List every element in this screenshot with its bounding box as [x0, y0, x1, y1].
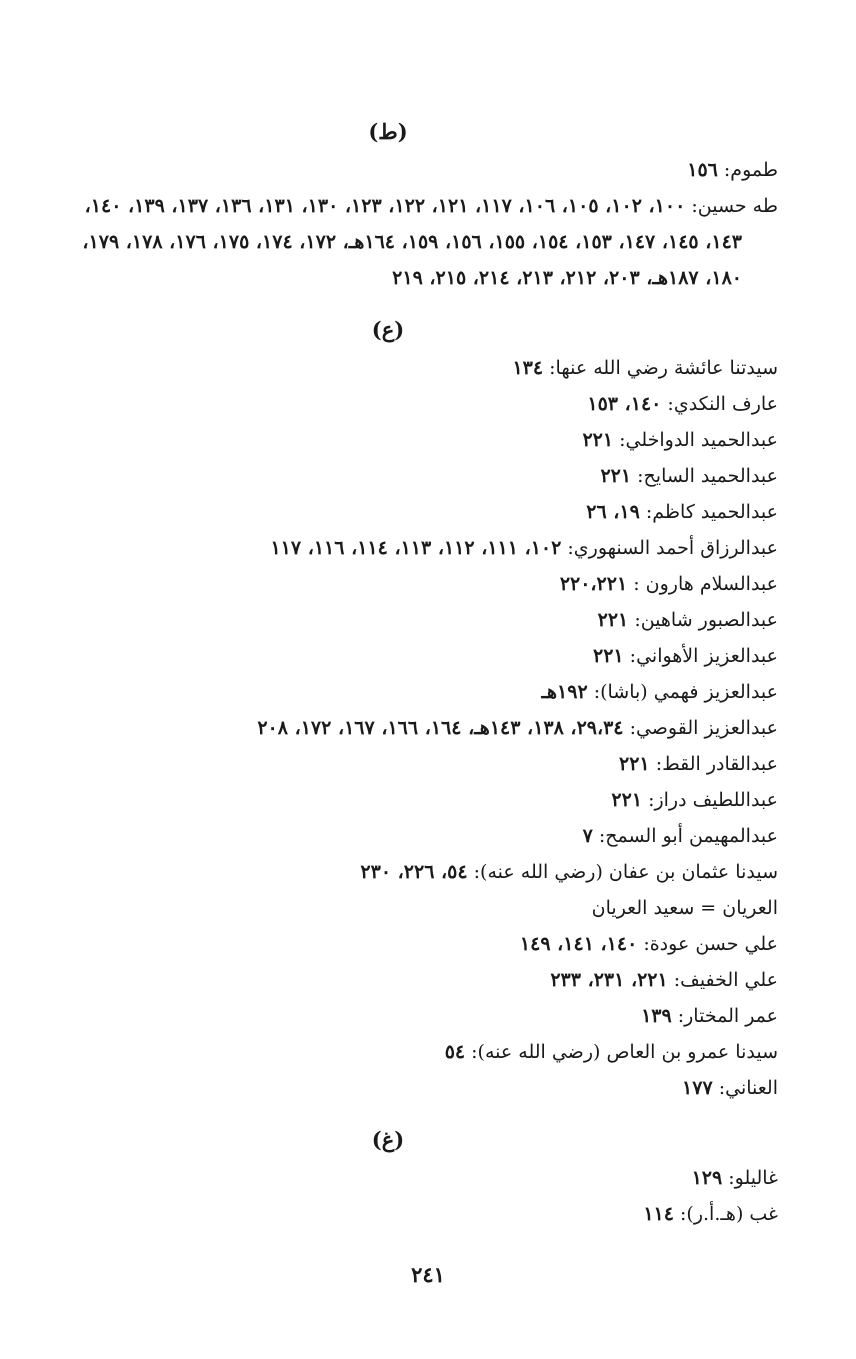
entry-page-numbers: ٢٢١ — [593, 645, 624, 667]
index-entry — [78, 386, 778, 422]
entry-page-numbers: ١٠٢، ١١١، ١١٢، ١١٣، ١١٤، ١١٦، ١١٧ — [270, 537, 562, 559]
entry-name: غاليلو: — [728, 1167, 778, 1189]
entry-page-numbers: ١٤٠، ١٤١، ١٤٩ — [519, 933, 638, 955]
entry-page-numbers: ١٧٧ — [682, 1077, 713, 1099]
entry-page-numbers: ٢٢١ — [619, 753, 650, 775]
entry-name: عبدالمهيمن أبو السمح: — [598, 825, 778, 847]
entry-name: طه حسين: — [691, 195, 778, 217]
index-entry — [78, 188, 778, 296]
entry-page-numbers: ٢٩،٣٤، ١٣٨، ١٤٣هـ، ١٦٤، ١٦٦، ١٦٧، ١٧٢، ٢٠٨ — [257, 717, 624, 739]
entry-name: غب (هـ.أ.ر): — [680, 1203, 778, 1225]
entry-name: عبدالحميد كاظم: — [645, 501, 778, 523]
entry-page-numbers: ٧ — [582, 825, 593, 847]
index-entry — [78, 1160, 778, 1196]
entry-page-numbers: ١٩٢هـ — [541, 681, 588, 703]
entry-page-numbers: ٢٢١ — [600, 465, 632, 487]
entry-page-numbers: ٢٢١ — [597, 609, 629, 631]
index-entry — [78, 782, 778, 818]
entry-name: عبدالقادر القط: — [655, 753, 778, 775]
entry-page-numbers: ١١٤ — [643, 1203, 674, 1225]
index-entry — [78, 602, 778, 638]
entry-name: طموم: — [723, 159, 778, 181]
entry-name: عبدالصبور شاهين: — [634, 609, 778, 631]
entry-name: العريان = سعيد العريان — [591, 897, 778, 919]
index-entry — [78, 422, 778, 458]
entry-name: عبدالرزاق أحمد السنهوري: — [567, 537, 778, 559]
entry-name: عبدالعزيز فهمي (باشا): — [593, 681, 778, 703]
index-entry — [78, 566, 778, 602]
index-entry — [78, 746, 778, 782]
index-entry — [78, 1196, 778, 1232]
entry-page-numbers: ١٠٠، ١٠٢، ١٠٥، ١٠٦، ١١٧، ١٢١، ١٢٢، ١٢٣، ١٣٠، ١٣١، ١٣٦، ١٣٧، ١٣٩، ١٤٠، ١٤٣، ١٤٥، ١٤٧، ١٥٣، ١٥٤، ١٥٥، ١٥٦، ١٥٩، ١٦٤هـ، ١٧٢، ١٧٤، ١٧٥، ١٧٦، ١٧٨، ١٧٩، ١٨٠، ١٨٧هـ، ٢٠٣، ٢١٢، ٢١٣، ٢١٤، ٢١٥، ٢١٩ — [82, 195, 742, 289]
section-letter-heading: (ع) — [371, 317, 405, 342]
entry-name: عبدالسلام هارون : — [633, 573, 778, 595]
entry-page-numbers: ١٢٩ — [691, 1167, 723, 1189]
index-entry — [78, 854, 778, 890]
entry-name: عبدالحميد الدواخلي: — [619, 429, 778, 451]
entry-page-numbers: ١٣٤ — [512, 357, 544, 379]
index-entry — [78, 818, 778, 854]
entry-name: عبدالعزيز القوصي: — [629, 717, 778, 739]
index-entry — [78, 530, 778, 566]
page-number: ٢٤١ — [411, 1262, 445, 1287]
entry-page-numbers: ٢٢١ — [582, 429, 614, 451]
entry-name: العناني: — [718, 1077, 778, 1099]
entry-name: سيدنا عثمان بن عفان (رضي الله عنه): — [473, 861, 778, 883]
index-entry — [78, 638, 778, 674]
entry-page-numbers: ١٣٩ — [641, 1005, 672, 1027]
index-entry — [78, 1034, 778, 1070]
entry-name: عبداللطيف دراز: — [648, 789, 778, 811]
entry-page-numbers: ٥٤، ٢٢٦، ٢٣٠ — [360, 861, 468, 883]
entry-name: سيدنا عمرو بن العاص (رضي الله عنه): — [471, 1041, 778, 1063]
entry-name: علي الخفيف: — [673, 969, 778, 991]
index-entry — [78, 890, 778, 926]
entry-name: عارف النكدي: — [667, 393, 778, 415]
index-entry — [78, 674, 778, 710]
entry-page-numbers: ٢٢٠،٢٢١ — [559, 573, 628, 595]
entry-page-numbers: ٥٤ — [444, 1041, 466, 1063]
index-entry — [78, 998, 778, 1034]
index-entry — [78, 1070, 778, 1106]
entry-page-numbers: ١٤٠، ١٥٣ — [587, 393, 662, 415]
entry-name: عبدالعزيز الأهواني: — [629, 645, 778, 667]
section-letter-heading: (غ) — [371, 1127, 405, 1152]
index-entry — [78, 962, 778, 998]
section-letter-heading: (ط) — [368, 119, 408, 144]
entry-page-numbers: ١٩، ٢٦ — [586, 501, 640, 523]
index-content — [78, 112, 778, 1232]
entry-page-numbers: ١٥٦ — [687, 159, 718, 181]
index-entry — [78, 350, 778, 386]
entry-page-numbers: ٢٢١، ٢٣١، ٢٣٣ — [550, 969, 668, 991]
entry-name: سيدتنا عائشة رضي الله عنها: — [549, 357, 778, 379]
index-entry — [78, 152, 778, 188]
index-entry — [78, 494, 778, 530]
entry-name: علي حسن عودة: — [643, 933, 778, 955]
index-entry — [78, 710, 778, 746]
entry-name: عبدالحميد السايح: — [637, 465, 778, 487]
entry-page-numbers: ٢٢١ — [611, 789, 643, 811]
index-entry — [78, 458, 778, 494]
entry-name: عمر المختار: — [677, 1005, 778, 1027]
index-entry — [78, 926, 778, 962]
